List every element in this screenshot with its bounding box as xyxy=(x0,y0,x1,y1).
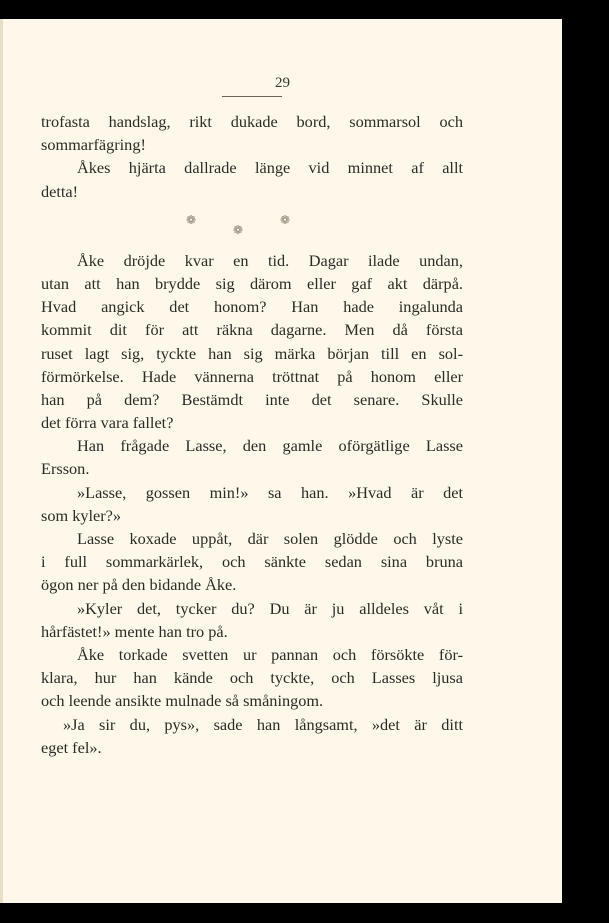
text-line: och leende ansikte mulnade så småningom. xyxy=(41,691,324,711)
text-line: sommarfägring! xyxy=(41,135,146,155)
text-line: som kyler?» xyxy=(41,505,122,525)
text-line: kommit dit för att räkna dagarne. Men då första xyxy=(41,320,463,340)
text-line: hårfästet!» mente han tro på. xyxy=(41,621,228,641)
text-line: ögon ner på den bidande Åke. xyxy=(41,575,237,595)
page-body-text xyxy=(41,110,463,759)
text-line: Lasse koxade uppåt, där solen glödde och lyste xyxy=(77,529,463,548)
text-line: »Kyler det, tycker du? Du är ju alldeles våt i xyxy=(77,598,463,618)
text-line: det förra vara fallet? xyxy=(41,413,174,433)
text-line: Hvad angick det honom? Han hade ingalunda xyxy=(41,297,463,317)
text-line: han på dem? Bestämdt inte det senare. Skulle xyxy=(41,389,463,409)
text-line: klara, hur han kände och tyckte, och Lasses ljusa xyxy=(41,668,463,688)
text-line: Åke torkade svetten ur pannan och försökte för- xyxy=(77,644,463,664)
text-line: »Ja sir du, pys», sade han långsamt, »det är ditt xyxy=(63,714,463,734)
text-line: trofasta handslag, rikt dukade bord, sommarsol och xyxy=(41,112,463,131)
text-line: ruset lagt sig, tyckte han sig märka början till en sol- xyxy=(41,343,463,363)
section-break-ornament xyxy=(41,203,463,249)
text-line: i full sommarkärlek, och sänkte sedan sina bruna xyxy=(41,552,463,572)
asterism-flower-icon: ❁ xyxy=(186,212,197,227)
asterism-flower-icon: ❁ xyxy=(280,212,291,227)
text-line: eget fel». xyxy=(41,737,102,757)
text-line: Han frågade Lasse, den gamle oförgätlige Lasse xyxy=(77,436,463,456)
book-page xyxy=(0,19,562,903)
text-line: Åke dröjde kvar en tid. Dagar ilade undan, xyxy=(77,250,463,270)
asterism-flower-icon: ❁ xyxy=(233,222,244,237)
text-line: »Lasse, gossen min!» sa han. »Hvad är det xyxy=(77,482,463,502)
text-line: detta! xyxy=(41,181,79,201)
text-line: förmörkelse. Hade vännerna tröttnat på honom eller xyxy=(41,366,463,386)
page-number-rule xyxy=(222,96,282,97)
text-line: Ersson. xyxy=(41,459,90,479)
page-number: 29 xyxy=(275,75,290,91)
text-line: Åkes hjärta dallrade länge vid minnet af allt xyxy=(77,158,463,178)
text-line: utan att han brydde sig därom eller gaf akt därpå. xyxy=(41,273,463,293)
